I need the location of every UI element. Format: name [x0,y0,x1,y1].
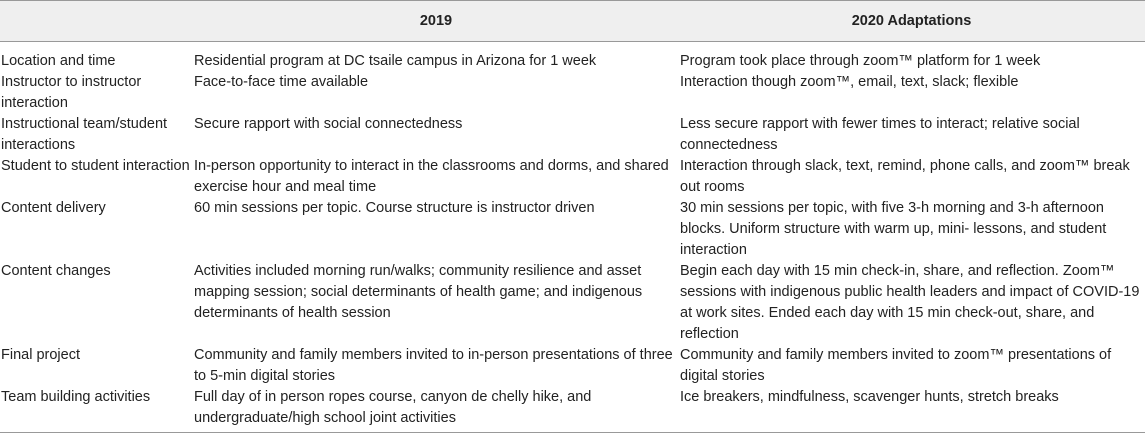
table-row [0,387,1145,433]
table-row [0,198,1145,261]
cell-2019: Secure rapport with social connectedness [194,116,463,132]
cell-2019: Activities included morning run/walks; community resilience and asset mapping session; social determinants of health game; and indigenous determinants of health session [194,263,643,321]
cell-2019: Residential program at DC tsaile campus in Arizona for 1 week [194,53,597,69]
cell-2020: Interaction though zoom™, email, text, slack; flexible [680,74,1019,90]
row-label: Instructor to instructor interaction [1,74,142,111]
row-label: Student to student interaction [1,158,190,174]
cell-2020: Begin each day with 15 min check-in, share, and reflection. Zoom™ sessions with indigenous public health leaders and impact of COVID-19 at work sites. Ended each day with 15 min check-out, share, and reflection [680,263,1140,342]
table-row [0,156,1145,198]
header-row [0,1,1145,42]
table-row [0,114,1145,156]
cell-2020: Program took place through zoom™ platform for 1 week [680,53,1041,69]
header-col-2019: 2019 [194,1,678,42]
table-row [0,261,1145,345]
header-col-label [0,1,194,42]
cell-2020: Interaction through slack, text, remind, phone calls, and zoom™ break out rooms [680,158,1130,195]
cell-2020: 30 min sessions per topic, with five 3-h morning and 3-h afternoon blocks. Uniform structure with warm up, mini- lessons, and student interaction [680,200,1107,258]
row-label: Team building activities [0,387,194,433]
row-label: Content delivery [1,200,106,216]
cell-2019: Face-to-face time available [194,74,369,90]
row-label: Location and time [1,53,116,69]
row-label: Final project [1,347,80,363]
table-row [0,42,1145,73]
header-col-2020: 2020 Adaptations [678,1,1145,42]
cell-2019: In-person opportunity to interact in the classrooms and dorms, and shared exercise hour and meal time [194,158,669,195]
cell-2019: 60 min sessions per topic. Course structure is instructor driven [194,200,595,216]
row-label: Instructional team/student interactions [1,116,168,153]
cell-2020: Less secure rapport with fewer times to interact; relative social connectedness [680,116,1080,153]
cell-2019: Full day of in person ropes course, canyon de chelly hike, and undergraduate/high school joint activities [194,387,678,433]
row-label: Content changes [1,263,111,279]
cell-2020: Community and family members invited to zoom™ presentations of digital stories [680,347,1112,384]
table-row [0,345,1145,387]
table-row [0,72,1145,114]
cell-2019: Community and family members invited to in-person presentations of three to 5-min digital stories [194,347,673,384]
cell-2020: Ice breakers, mindfulness, scavenger hunts, stretch breaks [678,387,1145,433]
